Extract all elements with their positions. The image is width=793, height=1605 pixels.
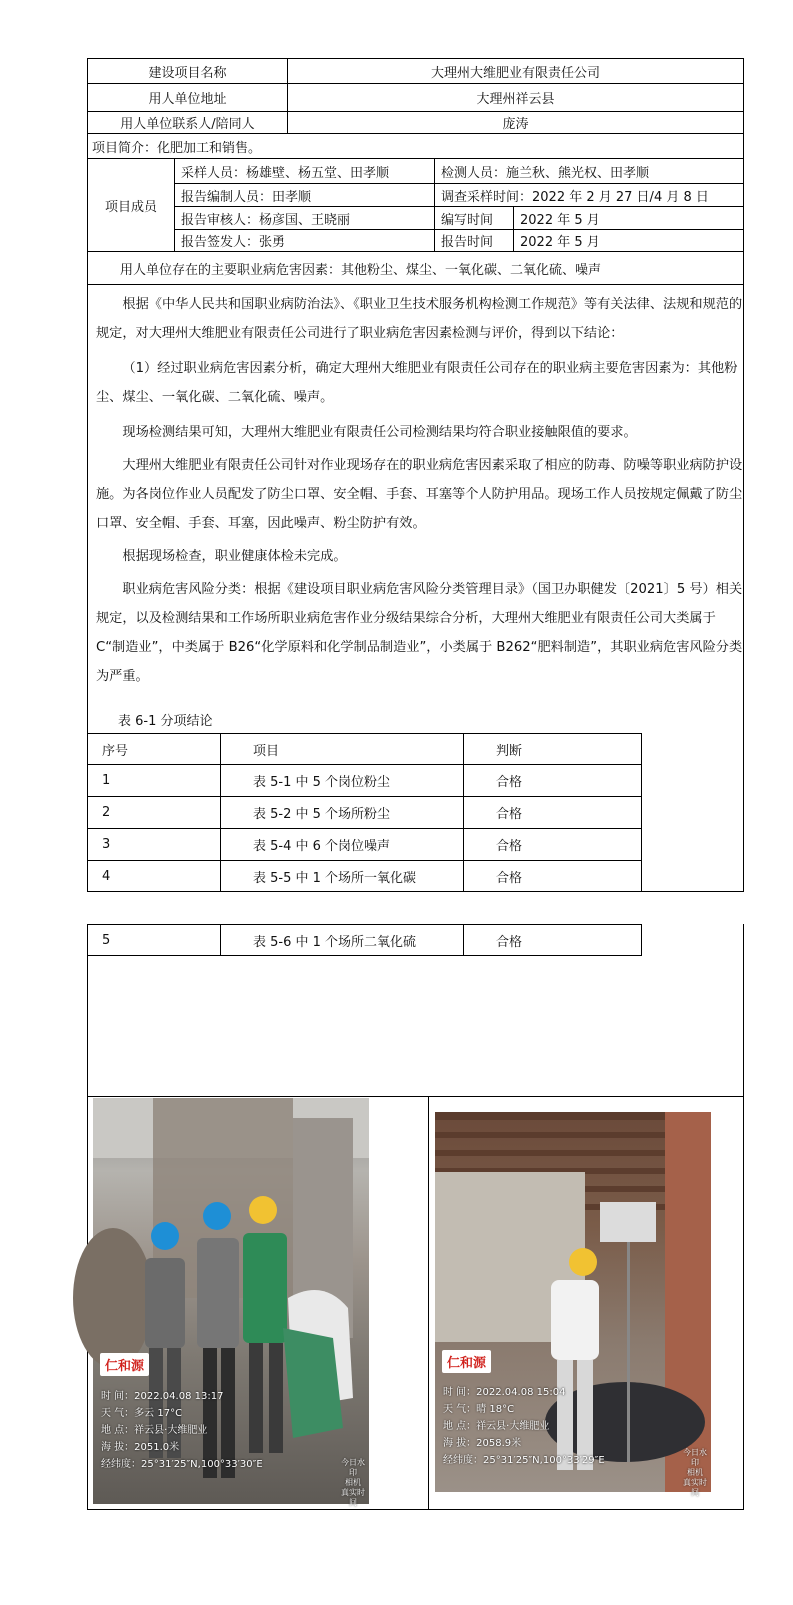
stamp-time: 时 间：2022.04.08 13:17 (101, 1391, 224, 1402)
stamp-weather: 天 气：晴 18°C (443, 1404, 515, 1415)
conclusion-paragraph: 根据现场检查，职业健康体检未完成。 (122, 549, 347, 564)
sampling-staff: 采样人员：杨雄壁、杨五堂、田孝顺 (174, 158, 435, 184)
watermark: 今日水印 相机 真实时间 (341, 1458, 365, 1507)
logo-renheyuan: 仁和源 (442, 1350, 491, 1373)
table-row-item: 表 5-4 中 6 个岗位噪声 (220, 828, 464, 861)
table-row-index: 4 (87, 860, 221, 892)
report-time-label: 报告时间 (434, 229, 514, 252)
stamp-place: 地 点：祥云县·大维肥业 (101, 1425, 208, 1436)
table-row-index: 3 (87, 828, 221, 861)
table-row-index: 2 (87, 796, 221, 829)
photo-stamp (443, 1384, 605, 1469)
project-name-value: 大理州大维肥业有限责任公司 (287, 58, 744, 84)
conclusion-paragraph: 职业病危害风险分类：根据《建设项目职业病危害风险分类管理目录》（国卫办职健发〔2021〕5 号）相关规定，以及检测结果和工作场所职业病危害作业分级结果综合分析，大理州大维肥业有限责任公司大类属于 C“制造业”，中类属于 B26“化学原料和化学制品制造业”，小类属于 B262“肥料制造”，其职业病危害风险分类为严重。 (96, 582, 743, 684)
contact-value: 庞涛 (287, 111, 744, 134)
members-label: 项目成员 (87, 158, 175, 252)
survey-time: 调查采样时间：2022 年 2 月 27 日/4 月 8 日 (434, 183, 744, 207)
table-row-result: 合格 (463, 828, 642, 861)
site-photo-right (435, 1112, 711, 1497)
table-row-item: 表 5-2 中 5 个场所粉尘 (220, 796, 464, 829)
testing-staff: 检测人员：施兰秋、熊光权、田孝顺 (434, 158, 744, 184)
stamp-altitude: 海 拔：2051.0米 (101, 1442, 180, 1453)
report-reviewer: 报告审核人：杨彦国、王晓丽 (174, 206, 435, 230)
project-name-label: 建设项目名称 (87, 58, 288, 84)
subtable-header-index: 序号 (87, 733, 221, 765)
watermark: 今日水印 相机 真实时间 (683, 1448, 707, 1497)
report-time-value: 2022 年 5 月 (513, 229, 744, 252)
contact-label: 用人单位联系人/陪同人 (87, 111, 288, 134)
table-row-result: 合格 (463, 860, 642, 892)
photo-stamp (101, 1388, 263, 1473)
photo-divider (428, 1096, 429, 1510)
stamp-altitude: 海 拔：2058.9米 (443, 1438, 522, 1449)
table-row-item: 表 5-1 中 5 个岗位粉尘 (220, 764, 464, 797)
table-row-item: 表 5-6 中 1 个场所二氧化硫 (220, 924, 464, 956)
address-label: 用人单位地址 (87, 83, 288, 112)
table-row-item: 表 5-5 中 1 个场所一氧化碳 (220, 860, 464, 892)
report-compiler: 报告编制人员：田孝顺 (174, 183, 435, 207)
table-row-result: 合格 (463, 924, 642, 956)
stamp-time: 时 间：2022.04.08 15:04 (443, 1387, 566, 1398)
conclusion-paragraph: 根据《中华人民共和国职业病防治法》、《职业卫生技术服务机构检测工作规范》等有关法律、法规和规范的规定，对大理州大维肥业有限责任公司进行了职业病危害因素检测与评价，得到以下结论： (96, 297, 743, 341)
conclusion-paragraph: （1）经过职业病危害因素分析，确定大理州大维肥业有限责任公司存在的职业病主要危害因素为：其他粉尘、煤尘、一氧化碳、二氧化硫、噪声。 (96, 361, 738, 405)
stamp-place: 地 点：祥云县·大维肥业 (443, 1421, 550, 1432)
write-time-label: 编写时间 (434, 206, 514, 230)
conclusion-paragraph: 大理州大维肥业有限责任公司针对作业现场存在的职业病危害因素采取了相应的防毒、防噪等职业病防护设施。为各岗位作业人员配发了防尘口罩、安全帽、手套、耳塞等个人防护用品。现场工作人员按规定佩戴了防尘口罩、安全帽、手套、耳塞，因此噪声、粉尘防护有效。 (96, 458, 743, 531)
table-row-index: 5 (87, 924, 221, 956)
main-hazards: 用人单位存在的主要职业病危害因素：其他粉尘、煤尘、一氧化碳、二氧化硫、噪声 (87, 251, 744, 285)
project-intro: 项目简介：化肥加工和销售。 (87, 133, 744, 159)
stamp-coords: 经纬度：25°31′25″N,100°33′29″E (443, 1455, 605, 1466)
site-photo-left (93, 1098, 369, 1507)
table-row-index: 1 (87, 764, 221, 797)
stamp-weather: 天 气：多云 17°C (101, 1408, 183, 1419)
address-value: 大理州祥云县 (287, 83, 744, 112)
subtable-header-item: 项目 (220, 733, 464, 765)
stamp-coords: 经纬度：25°31′25″N,100°33′30″E (101, 1459, 263, 1470)
continuation-box (87, 924, 744, 1097)
table-row-result: 合格 (463, 764, 642, 797)
write-time-value: 2022 年 5 月 (513, 206, 744, 230)
subtable-caption: 表 6-1 分项结论 (118, 714, 213, 729)
table-row-result: 合格 (463, 796, 642, 829)
subtable-header-judgement: 判断 (463, 733, 642, 765)
conclusion-paragraph: 现场检测结果可知，大理州大维肥业有限责任公司检测结果均符合职业接触限值的要求。 (122, 425, 637, 440)
report-signer: 报告签发人：张勇 (174, 229, 435, 252)
logo-renheyuan: 仁和源 (100, 1353, 149, 1376)
conclusion-text (96, 290, 744, 691)
